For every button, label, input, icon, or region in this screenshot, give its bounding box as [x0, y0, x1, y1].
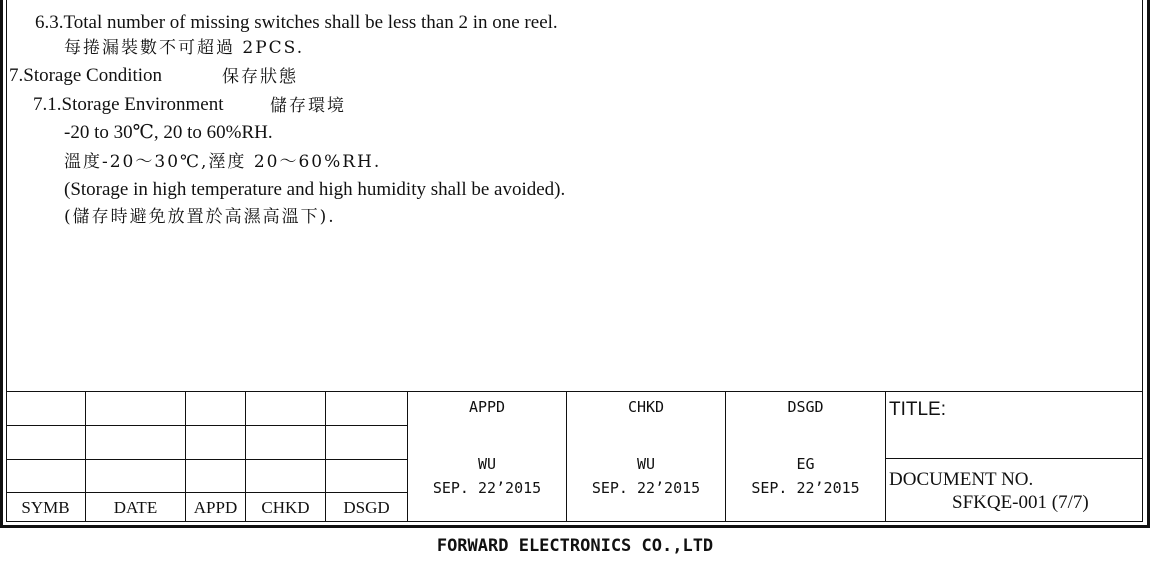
left-inner-border [6, 0, 7, 522]
section-7-1-zh: 儲存環境 [270, 96, 346, 116]
left-border [0, 0, 3, 528]
document-number: SFKQE-001 (7/7) [952, 492, 1089, 513]
bottom-inner-border [6, 521, 1143, 522]
rev-header-symb: SYMB [21, 498, 70, 517]
rev-grid-line-1 [6, 425, 408, 426]
approval-name-dsgd: EG [796, 455, 815, 473]
rev-grid-line-2 [6, 459, 408, 460]
section-7-1-range-zh: 溫度-20～30℃,溼度 20～60%RH. [64, 152, 382, 172]
approval-role-chkd: CHKD [627, 398, 665, 416]
section-7-1-en: 7.1.Storage Environment [33, 94, 224, 115]
company-footer: FORWARD ELECTRONICS CO.,LTD [436, 536, 714, 556]
approval-date-appd: SEP. 22’2015 [432, 479, 542, 497]
rev-header-date: DATE [113, 498, 158, 517]
section-6-3-zh: 每捲漏裝數不可超過 2PCS. [64, 38, 305, 58]
right-inner-border [1142, 0, 1143, 522]
section-7-1-note-zh: (儲存時避免放置於高濕高溫下). [64, 207, 336, 227]
section-7-1-note-en: (Storage in high temperature and high humidity shall be avoided). [64, 179, 566, 200]
title-block-top-line [6, 391, 1143, 392]
approval-name-chkd: WU [636, 455, 656, 473]
document-number-label: DOCUMENT NO. [889, 469, 1034, 490]
section-7-title-zh: 保存狀態 [222, 67, 298, 87]
rev-header-dsgd: DSGD [343, 498, 390, 517]
rev-header-chkd: CHKD [261, 498, 310, 517]
approval-role-appd: APPD [468, 398, 506, 416]
approval-date-chkd: SEP. 22’2015 [591, 479, 701, 497]
section-7-title-en: 7.Storage Condition [9, 65, 163, 86]
approval-name-appd: WU [477, 455, 497, 473]
approval-col-divider-3 [885, 391, 886, 522]
title-doc-separator [885, 458, 1143, 459]
approval-date-dsgd: SEP. 22’2015 [751, 479, 860, 497]
title-label: TITLE: [889, 399, 947, 420]
section-7-1-range-en: -20 to 30℃, 20 to 60%RH. [64, 122, 273, 143]
approval-role-dsgd: DSGD [787, 398, 824, 416]
bottom-border [0, 525, 1150, 528]
rev-header-appd: APPD [193, 498, 238, 517]
rev-grid-line-3 [6, 492, 408, 493]
section-6-3-en: 6.3.Total number of missing switches shall be less than 2 in one reel. [35, 12, 558, 33]
